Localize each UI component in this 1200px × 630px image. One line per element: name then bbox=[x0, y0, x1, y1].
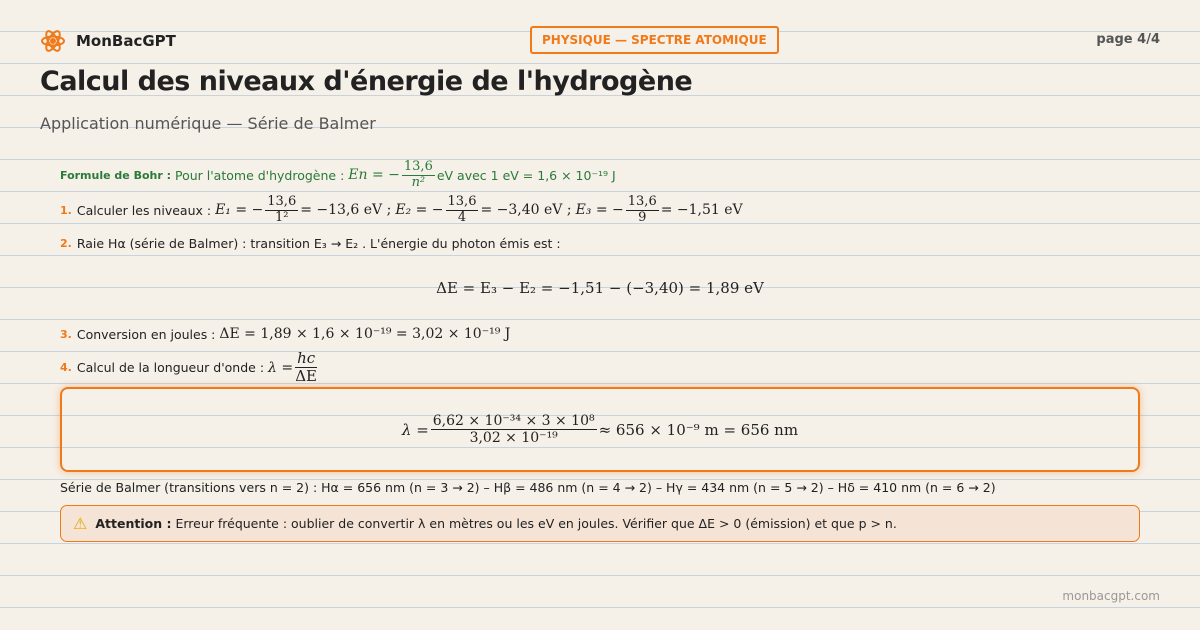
page-title: Calcul des niveaux d'énergie de l'hydrogène bbox=[40, 66, 693, 97]
step-text: Calcul de la longueur d'onde : bbox=[76, 360, 265, 376]
formula: = −1,51 eV bbox=[660, 202, 743, 219]
balmer-series: Série de Balmer (transitions vers n = 2) : Hα = 656 nm (n = 3 → 2) – Hβ = 486 nm (n = 4 → 2) – Hγ = 434 nm (n = 5 → 2) – Hδ = 410 nm (n = 6 → 2) bbox=[60, 480, 996, 495]
formula: λ = bbox=[268, 359, 294, 376]
bohr-text: Pour l'atome d'hydrogène : bbox=[175, 167, 345, 183]
numerator: 13,6 bbox=[447, 194, 477, 209]
page-subtitle: Application numérique — Série de Balmer bbox=[40, 114, 376, 133]
denominator: ΔE bbox=[295, 367, 317, 386]
step-text: Raie Hα (série de Balmer) : transition E₃ → E₂ . L'énergie du photon émis est : bbox=[76, 236, 561, 251]
denominator: 4 bbox=[457, 209, 467, 225]
formula: ≈ 656 × 10⁻⁹ m = 656 nm bbox=[598, 420, 799, 439]
step-number: 3. bbox=[60, 327, 72, 341]
denominator: n² bbox=[411, 174, 426, 190]
formula: En = − bbox=[348, 167, 400, 184]
footer-url: monbacgpt.com bbox=[1062, 589, 1160, 603]
step-3 bbox=[60, 326, 510, 342]
numerator: 13,6 bbox=[627, 194, 657, 209]
brand-name: MonBacGPT bbox=[76, 32, 176, 50]
page-number: page 4/4 bbox=[1096, 32, 1160, 47]
result-box bbox=[60, 387, 1140, 472]
delta-e-equation: ΔE = E₃ − E₂ = −1,51 − (−3,40) = 1,89 eV bbox=[436, 279, 764, 297]
step-number: 4. bbox=[60, 361, 72, 375]
step-text: Conversion en joules : bbox=[76, 326, 216, 342]
formula: = −13,6 eV ; bbox=[300, 202, 392, 219]
atom-icon bbox=[40, 28, 66, 54]
numerator: hc bbox=[297, 349, 316, 367]
warning-icon: ⚠ bbox=[73, 514, 88, 533]
step-1 bbox=[60, 195, 743, 226]
formula: λ = bbox=[401, 420, 429, 439]
denominator: 3,02 × 10⁻¹⁹ bbox=[469, 430, 558, 446]
numerator: 13,6 bbox=[403, 159, 433, 174]
formula: ΔE = 1,89 × 1,6 × 10⁻¹⁹ = 3,02 × 10⁻¹⁹ J bbox=[219, 326, 511, 342]
numerator: 6,62 × 10⁻³⁴ × 3 × 10⁸ bbox=[432, 412, 595, 429]
warning-callout bbox=[60, 505, 1140, 542]
formula: E₁ = − bbox=[215, 202, 264, 219]
brand bbox=[40, 28, 176, 54]
bohr-rest: eV avec 1 eV = 1,6 × 10⁻¹⁹ J bbox=[436, 167, 616, 183]
step-4 bbox=[60, 350, 319, 386]
denominator: 1² bbox=[275, 209, 289, 225]
subject-tag: PHYSIQUE — SPECTRE ATOMIQUE bbox=[530, 26, 779, 54]
warning-text: Erreur fréquente : oublier de convertir λ en mètres ou les eV en joules. Vérifier que ΔE > 0 (émission) et que p > n. bbox=[175, 516, 897, 531]
numerator: 13,6 bbox=[267, 194, 297, 209]
step-number: 1. bbox=[60, 203, 72, 217]
formula: E₃ = − bbox=[575, 202, 624, 219]
formula: E₂ = − bbox=[395, 202, 444, 219]
step-number: 2. bbox=[60, 237, 72, 250]
warning-label: Attention : bbox=[95, 516, 172, 531]
bohr-formula bbox=[60, 160, 616, 191]
step-text: Calculer les niveaux : bbox=[76, 202, 212, 218]
denominator: 9 bbox=[638, 209, 647, 225]
step-2 bbox=[60, 236, 561, 251]
formula: = −3,40 eV ; bbox=[480, 202, 572, 219]
bohr-label: Formule de Bohr : bbox=[60, 168, 171, 182]
